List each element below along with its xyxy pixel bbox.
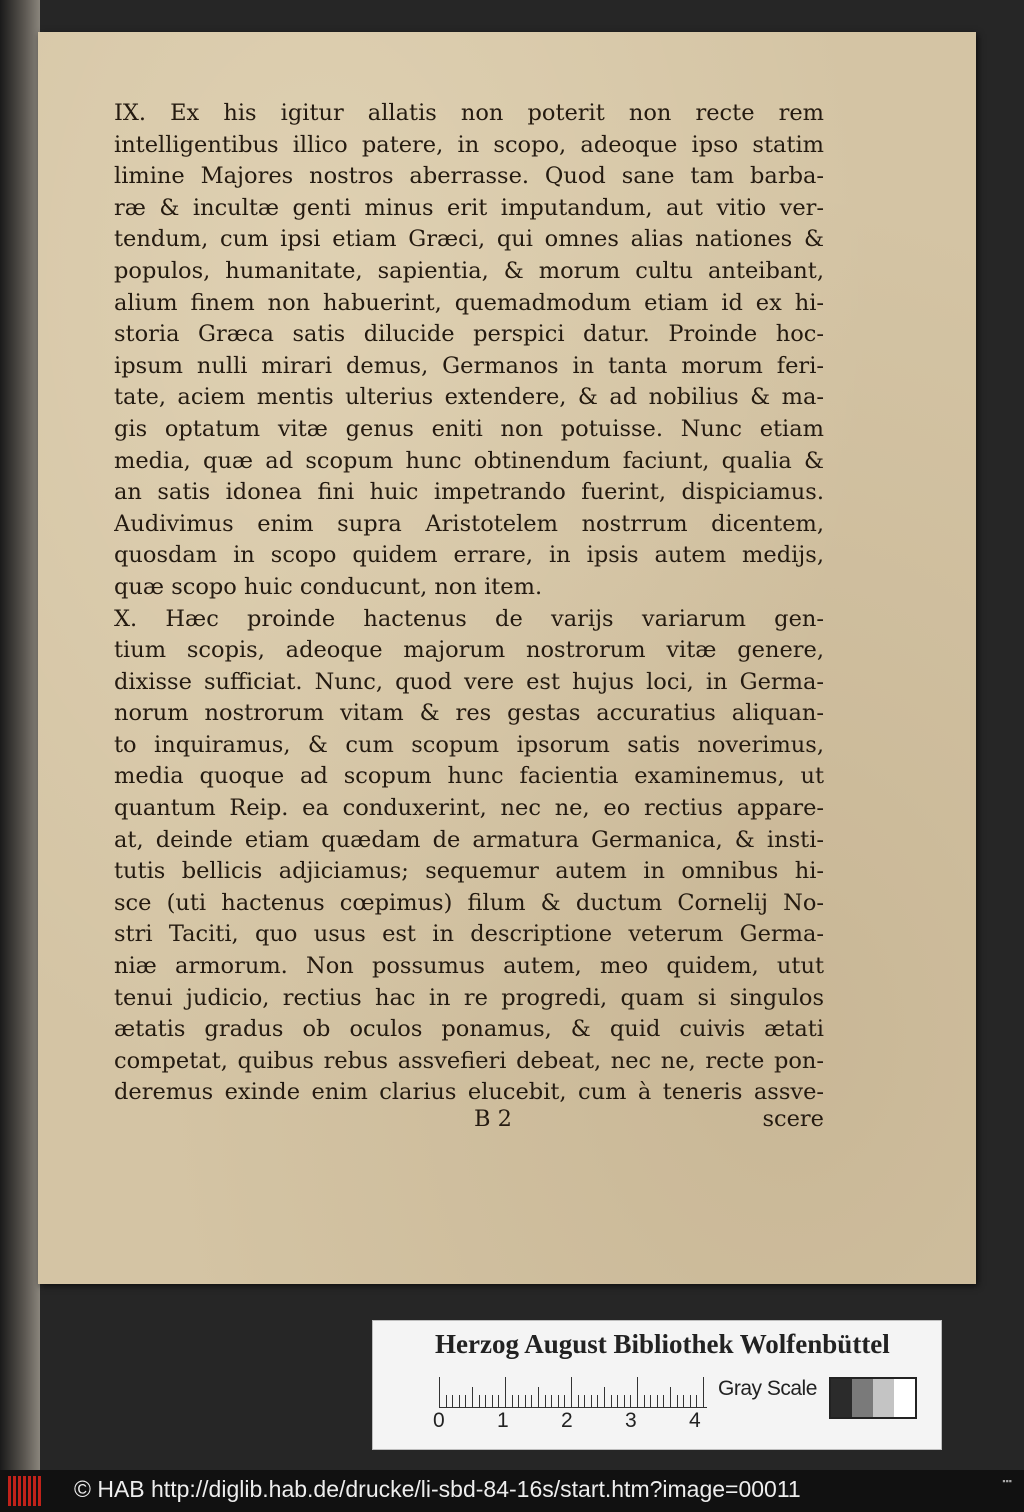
ruler-tick [637, 1377, 638, 1407]
ruler-tick [644, 1395, 645, 1407]
ruler-tick [439, 1377, 440, 1407]
grayscale-label: Gray Scale [718, 1377, 817, 1400]
text-line: media, quæ ad scopum hunc obtinendum faciunt, qualia & [114, 447, 824, 474]
ruler-tick [485, 1395, 486, 1407]
ruler-tick [630, 1395, 631, 1407]
text-line: tendum, cum ipsi etiam Græci, qui omnes alias nationes & [114, 226, 824, 253]
ruler-number: 3 [625, 1409, 637, 1432]
ruler-tick [465, 1395, 466, 1407]
ruler-tick [597, 1395, 598, 1407]
ruler-tick [571, 1377, 572, 1407]
text-line: intelligentibus illico patere, in scopo, adeoque ipso statim [114, 131, 824, 158]
ruler-tick [564, 1395, 565, 1407]
library-name: Herzog August Bibliothek Wolfenbüttel [435, 1329, 890, 1359]
ruler-tick [696, 1395, 697, 1407]
corner-mark: ▪▪▪ [1002, 1476, 1012, 1486]
text-line: tenui judicio, rectius hac in re progredi, quam si singulos [114, 984, 824, 1011]
text-line: storia Græca satis dilucide perspici datur. Proinde hoc- [114, 321, 824, 348]
catchword: scere [762, 1106, 824, 1132]
text-line: sce (uti hactenus cœpimus) filum & ductum Cornelij No- [114, 889, 824, 916]
text-line: quosdam in scopo quidem errare, in ipsis autem medijs, [114, 542, 824, 569]
ruler-tick [531, 1395, 532, 1407]
text-line: deremus exinde enim clarius elucebit, cum à teneris assve- [114, 1079, 824, 1106]
ruler-tick [472, 1387, 473, 1407]
ruler-tick [505, 1377, 506, 1407]
page-text [114, 98, 824, 1109]
text-line: stri Taciti, quo usus est in descriptione veterum Germa- [114, 921, 824, 948]
ruler-tick [624, 1395, 625, 1407]
text-line: ræ & incultæ genti minus erit imputandum, aut vitio ver- [114, 194, 824, 221]
ruler-number: 1 [497, 1409, 509, 1432]
text-line: at, deinde etiam quædam de armatura Germanica, & insti- [114, 826, 824, 853]
text-line: tate, aciem mentis ulterius extendere, & ad nobilius & ma- [114, 384, 824, 411]
ruler-number: 2 [561, 1409, 573, 1432]
ruler-tick [518, 1395, 519, 1407]
grayscale-swatch [852, 1379, 873, 1417]
ruler-number: 0 [433, 1409, 445, 1432]
text-line: competat, quibus rebus assvefieri debeat, nec ne, recte pon- [114, 1047, 824, 1074]
ruler-tick [452, 1395, 453, 1407]
grayscale-swatch [873, 1379, 894, 1417]
ruler-tick [663, 1395, 664, 1407]
ruler-tick [446, 1395, 447, 1407]
text-line: niæ armorum. Non possumus autem, meo quidem, utut [114, 953, 824, 980]
ruler-tick [525, 1395, 526, 1407]
text-line: tutis bellicis adjiciamus; sequemur autem in omnibus hi- [114, 858, 824, 885]
ruler-tick [558, 1395, 559, 1407]
ruler-tick [512, 1395, 513, 1407]
text-line: Audivimus enim supra Aristotelem nostrrum dicentem, [114, 510, 824, 537]
ruler-tick [617, 1395, 618, 1407]
text-line: ipsum nulli mirari demus, Germanos in tanta morum feri- [114, 352, 824, 379]
ruler-tick [551, 1395, 552, 1407]
source-url: © HAB http://diglib.hab.de/drucke/li-sbd-84-16s/start.htm?image=00011 [74, 1476, 801, 1502]
scale-ruler [439, 1377, 707, 1408]
grayscale-swatches [829, 1377, 917, 1419]
text-line: dixisse sufficiat. Nunc, quod vere est hujus loci, in Germa- [114, 668, 824, 695]
text-line: an satis idonea fini huic impetrando fuerint, dispiciamus. [114, 479, 824, 506]
ruler-tick [683, 1395, 684, 1407]
text-line: quantum Reip. ea conduxerint, nec ne, eo rectius appare- [114, 795, 824, 822]
text-line: norum nostrorum vitam & res gestas accuratius aliquan- [114, 700, 824, 727]
grayscale-swatch [831, 1379, 852, 1417]
book-page [38, 32, 976, 1284]
text-line: to inquiramus, & cum scopum ipsorum satis noverimus, [114, 731, 824, 758]
ruler-tick [657, 1395, 658, 1407]
hab-logo-icon [8, 1476, 42, 1506]
signature-mark: B 2 [474, 1106, 513, 1132]
text-line: quæ scopo huic conducunt, non item. [114, 573, 543, 600]
ruler-tick [545, 1395, 546, 1407]
text-line: limine Majores nostros aberrasse. Quod sane tam barba- [114, 163, 824, 190]
ruler-tick [584, 1395, 585, 1407]
ruler-tick [604, 1387, 605, 1407]
text-line: media quoque ad scopum hunc facientia examinemus, ut [114, 763, 824, 790]
ruler-tick [578, 1395, 579, 1407]
ruler-tick [479, 1395, 480, 1407]
ruler-tick [690, 1395, 691, 1407]
text-line: X. Hæc proinde hactenus de varijs variarum gen- [114, 605, 824, 632]
ruler-tick [538, 1387, 539, 1407]
ruler-tick [650, 1395, 651, 1407]
ruler-tick [459, 1395, 460, 1407]
ruler-tick [611, 1395, 612, 1407]
text-line: alium finem non habuerint, quemadmodum etiam id ex hi- [114, 289, 824, 316]
book-spine-edge [0, 0, 40, 1470]
ruler-tick [498, 1395, 499, 1407]
ruler-numbers [433, 1409, 733, 1435]
page-footer [114, 1106, 824, 1138]
ruler-tick [670, 1387, 671, 1407]
ruler-number: 4 [689, 1409, 701, 1432]
text-line: IX. Ex his igitur allatis non poterit non recte rem [114, 100, 824, 126]
text-line: tium scopis, adeoque majorum nostrorum vitæ genere, [114, 637, 824, 664]
text-line: gis optatum vitæ genus eniti non potuisse. Nunc etiam [114, 415, 824, 442]
grayscale-swatch [894, 1379, 915, 1417]
text-line: populos, humanitate, sapientia, & morum cultu anteibant, [114, 257, 824, 284]
url-bar [0, 1470, 1024, 1512]
text-line: ætatis gradus ob oculos ponamus, & quid cuivis ætati [114, 1016, 824, 1043]
color-target-card [372, 1320, 942, 1450]
ruler-tick [591, 1395, 592, 1407]
ruler-tick [677, 1395, 678, 1407]
ruler-tick [492, 1395, 493, 1407]
ruler-tick [703, 1377, 704, 1407]
